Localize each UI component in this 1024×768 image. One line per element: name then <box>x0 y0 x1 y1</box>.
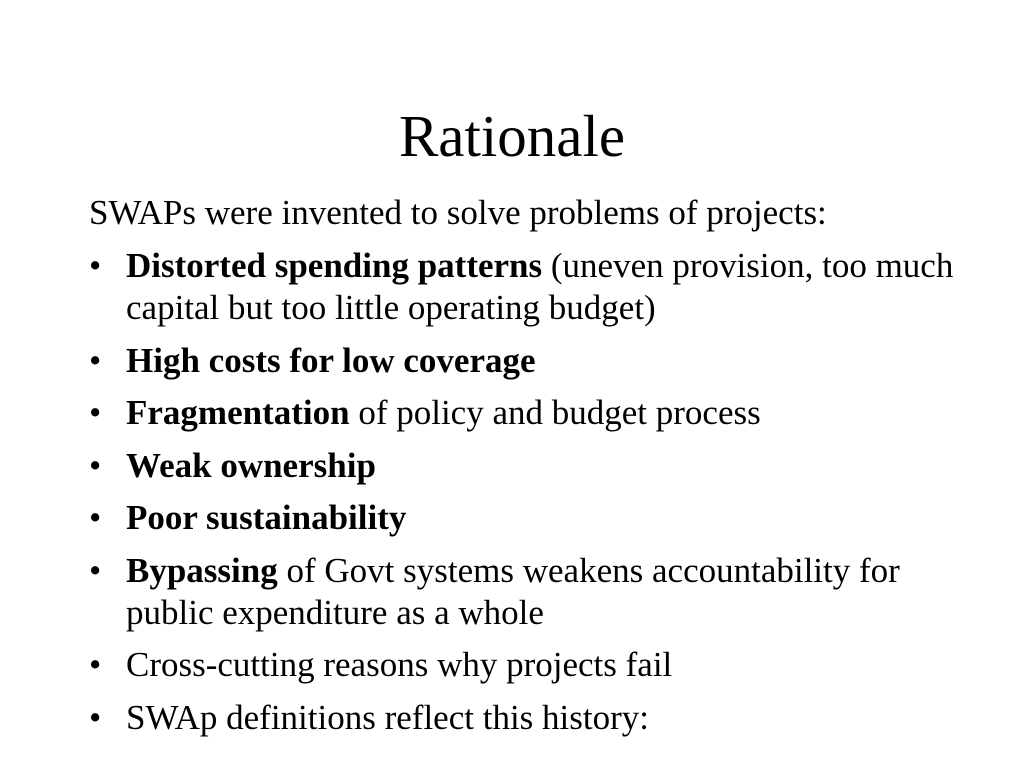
bullet-bold-text: Distorted spending patterns <box>126 246 543 285</box>
bullet-dot-icon: • <box>89 550 102 590</box>
bullet-text: of Govt systems weakens accountability for public expenditure as a whole <box>126 550 900 632</box>
bullet-bold-text: Weak ownership <box>126 445 376 485</box>
bullet-dot-icon: • <box>89 340 102 380</box>
bullet-item <box>89 697 969 739</box>
bullet-dot-icon: • <box>89 645 102 684</box>
bullet-item <box>89 550 969 634</box>
bullet-item <box>89 340 969 382</box>
bullet-bold-text: High costs for low coverage <box>126 340 536 380</box>
bullet-dot-icon: • <box>89 445 102 485</box>
slide-title: Rationale <box>398 103 626 169</box>
bullet-text: of policy and budget process <box>349 393 761 432</box>
bullet-dot-icon: • <box>89 498 102 537</box>
bullet-list <box>89 245 969 749</box>
bullet-bold-text: Poor sustainability <box>126 498 407 537</box>
bullet-text: (uneven provision, too much capital but too little operating budget) <box>126 246 954 327</box>
bullet-item <box>89 644 969 686</box>
bullet-bold-text: Bypassing <box>126 550 278 590</box>
bullet-item <box>89 497 969 539</box>
bullet-dot-icon: • <box>89 246 102 285</box>
intro-text: SWAPs were invented to solve problems of projects: <box>89 193 827 232</box>
bullet-item <box>89 392 969 434</box>
bullet-text: SWAp definitions reflect this history: <box>126 697 649 737</box>
bullet-item <box>89 445 969 487</box>
bullet-text: Cross-cutting reasons why projects fail <box>126 645 673 684</box>
bullet-dot-icon: • <box>89 697 102 737</box>
bullet-item <box>89 245 969 329</box>
bullet-bold-text: Fragmentation <box>126 393 350 432</box>
bullet-dot-icon: • <box>89 393 102 432</box>
